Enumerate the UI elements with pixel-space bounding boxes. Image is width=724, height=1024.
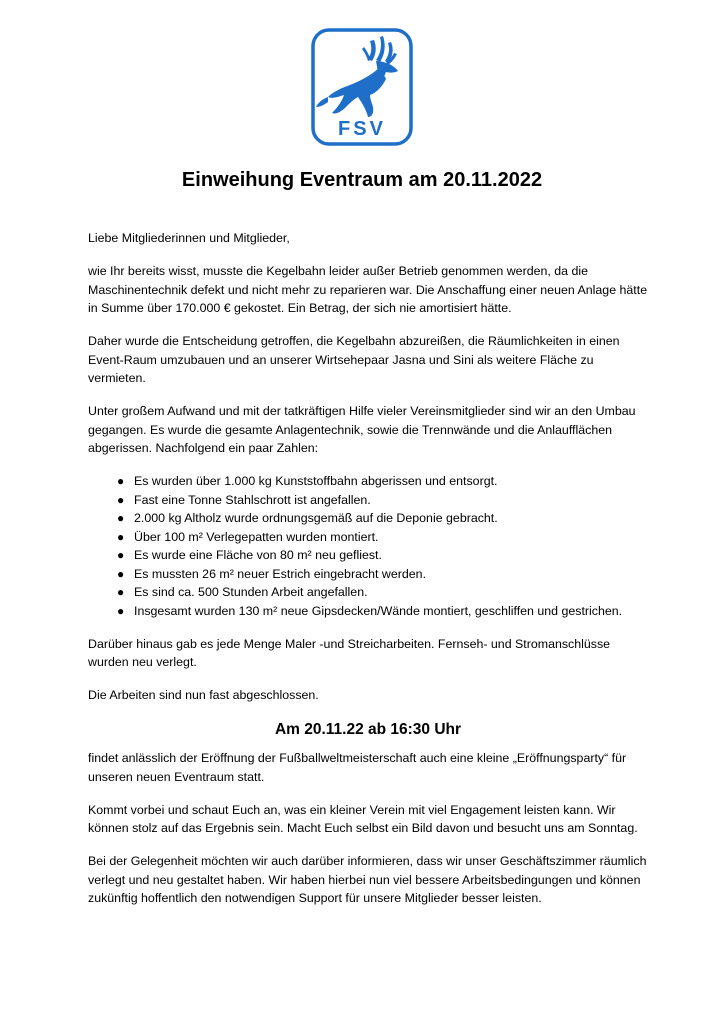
list-item: ● Insgesamt wurden 130 m² neue Gipsdecken/Wände montiert, geschliffen und gestrichen. (88, 602, 648, 621)
list-item: ● 2.000 kg Altholz wurde ordnungsgemäß auf die Deponie gebracht. (88, 509, 648, 528)
paragraph: Die Arbeiten sind nun fast abgeschlossen. (88, 688, 319, 702)
logo-text: FSV (338, 118, 386, 140)
paragraph: wie Ihr bereits wisst, musste die Kegelbahn leider außer Betrieb genommen werden, da die Maschinentechnik defekt und nicht mehr zu reparieren war. Die Anschaffung einer neuen Anlage hätte in Summe über 170.000 € gekostet. Ein Betrag, der sich nie amortisiert hätte. (88, 264, 648, 315)
bullet-icon: ● (117, 585, 125, 599)
bullet-icon: ● (117, 511, 125, 525)
document-title: Einweihung Eventraum am 20.11.2022 (181, 169, 543, 191)
event-date-heading: Am 20.11.22 ab 16:30 Uhr (274, 721, 462, 738)
paragraph: Daher wurde die Entscheidung getroffen, die Kegelbahn abzureißen, die Räumlichkeiten in einen Event-Raum umzubauen und an unserer Wirtsehepaar Jasna und Sini als weitere Fläche zu vermieten. (88, 334, 620, 385)
paragraph: Unter großem Aufwand und mit der tatkräftigen Hilfe vieler Vereinsmitglieder sind wir an den Umbau gegangen. Es wurde die gesamte Anlagentechnik, sowie die Trennwände und die Anlaufflächen abgerissen. Nachfolgend ein paar Zahlen: (88, 404, 636, 455)
list-item: ● Es wurden über 1.000 kg Kunststoffbahn abgerissen und entsorgt. (88, 472, 648, 491)
facts-list (88, 472, 648, 620)
list-item: ● Über 100 m² Verlegepatten wurden montiert. (88, 528, 648, 547)
paragraph: Darüber hinaus gab es jede Menge Maler -und Streicharbeiten. Fernseh- und Stromanschlüsse wurden neu verlegt. (88, 636, 611, 669)
list-item: ● Es sind ca. 500 Stunden Arbeit angefallen. (88, 583, 648, 602)
fsv-club-logo (310, 27, 414, 147)
bullet-icon: ● (117, 603, 125, 618)
paragraph: findet anlässlich der Eröffnung der Fußballweltmeisterschaft auch eine kleine „Eröffnungsparty“ für unseren neuen Eventraum statt. (88, 751, 627, 784)
bullet-icon: ● (117, 566, 125, 581)
list-item: ● Es wurde eine Fläche von 80 m² neu gefliest. (88, 546, 648, 565)
list-item: ● Fast eine Tonne Stahlschrott ist angefallen. (88, 491, 648, 510)
greeting: Liebe Mitgliederinnen und Mitglieder, (88, 231, 290, 245)
bullet-icon: ● (117, 492, 125, 507)
letter-body (88, 229, 648, 922)
bullet-icon: ● (117, 474, 125, 488)
bullet-icon: ● (117, 529, 125, 544)
list-item: ● Es mussten 26 m² neuer Estrich eingebracht werden. (88, 565, 648, 584)
bullet-icon: ● (117, 548, 125, 562)
paragraph: Kommt vorbei und schaut Euch an, was ein kleiner Verein mit viel Engagement leisten kann. Wir können stolz auf das Ergebnis sein. Macht Euch selbst ein Bild davon und besucht uns am Sonntag. (88, 802, 638, 835)
paragraph: Bei der Gelegenheit möchten wir auch darüber informieren, dass wir unser Geschäftszimmer räumlich verlegt und neu gestaltet haben. Wir haben hierbei nun viel bessere Arbeitsbedingungen und können zukünftig hoffentlich den notwendigen Support für unsere Mitglieder besser leisten. (88, 854, 647, 905)
